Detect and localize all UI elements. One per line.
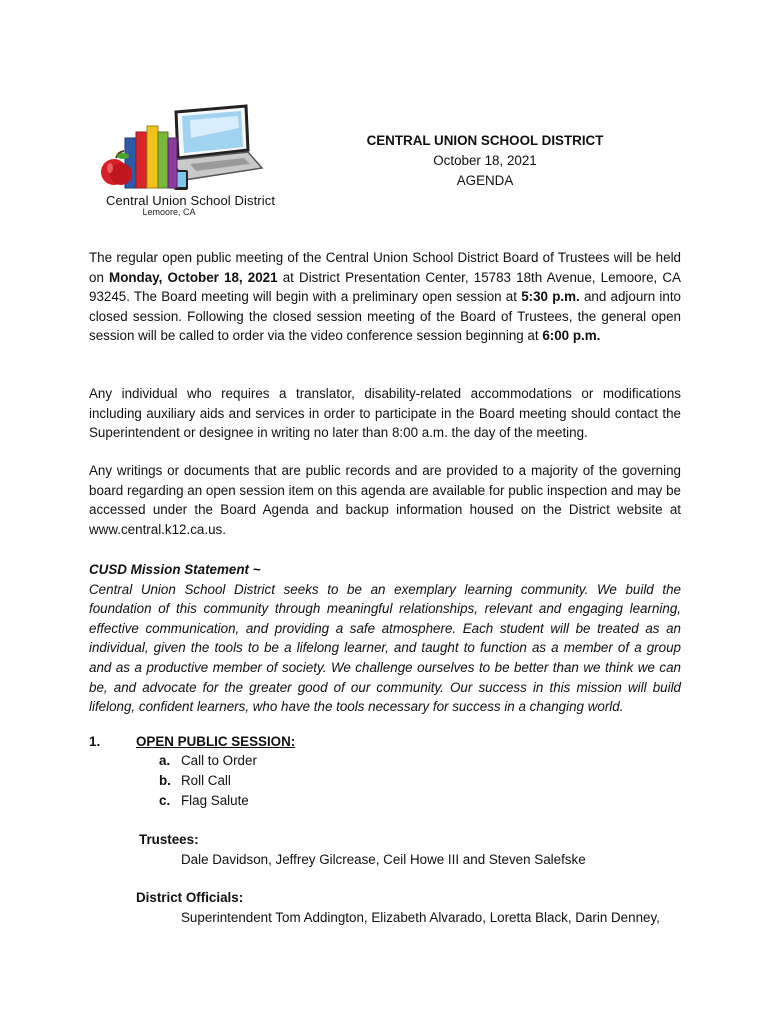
intro-text: and adjourn into closed session. Following the closed session meeting of the Board of Trustees, the general open session will be called to order via the video conference session beginning at: [89, 289, 681, 344]
subitem-text: Flag Salute: [181, 793, 249, 808]
meeting-date: October 18, 2021: [433, 153, 537, 168]
open-session-time: 6:00 p.m.: [542, 328, 601, 344]
trustees-label: Trustees:: [139, 832, 199, 847]
mission-body: Central Union School District seeks to be an exemplary learning community. We build the foundation of this community through meaningful relationships, relevant and engaging learning, effective communication, and providing a safe atmosphere. Each student will be treated as an individual, given the tools to be a lifelong learner, and taught to function as a member of a group and as a productive member of society. We challenge ourselves to be better than we think we can be, and advocate for the greater good of our community. Our success in this mission will build lifelong, confident learners, who have the tools necessary for success in a changing world.: [89, 581, 681, 715]
agenda-subitem: [159, 793, 249, 808]
logo-city: Lemoore, CA: [142, 207, 196, 217]
district-officials-list: Superintendent Tom Addington, Elizabeth Alvarado, Loretta Black, Darin Denney,: [181, 910, 660, 925]
intro-text: The regular open public meeting of the Central Union School District Board of Trustees will be held on: [89, 250, 681, 285]
mission-heading: CUSD Mission Statement ~: [89, 562, 261, 577]
mission-statement: [89, 560, 681, 717]
subitem-letter: a.: [159, 753, 171, 768]
preliminary-session-time: 5:30 p.m.: [521, 289, 580, 305]
subitem-letter: c.: [159, 793, 171, 808]
intro-text: at District Presentation Center, 15783 18th Avenue, Lemoore, CA 93245. The Board meeting will begin with a preliminary open session at: [89, 269, 681, 305]
trustees-list: Dale Davidson, Jeffrey Gilcrease, Ceil Howe III and Steven Salefske: [181, 852, 586, 867]
logo-district-name: Central Union School District: [105, 193, 276, 208]
accommodations-paragraph: Any individual who requires a translator, disability-related accommodations or modifications including auxiliary aids and services in order to participate in the Board meeting should contact the Superintendent or designee in writing no later than 8:00 a.m. the day of the meeting.: [89, 386, 681, 441]
agenda-title: AGENDA: [456, 173, 514, 188]
agenda-subitem: [159, 773, 231, 788]
agenda-subitem: [159, 753, 257, 768]
subitem-letter: b.: [159, 773, 171, 788]
district-officials-label: District Officials:: [136, 890, 244, 905]
section-title: OPEN PUBLIC SESSION:: [136, 734, 296, 749]
meeting-intro-paragraph: [89, 248, 681, 346]
section-number: 1.: [89, 734, 101, 749]
meeting-date-bold: Monday, October 18, 2021: [109, 269, 278, 285]
subitem-text: Roll Call: [181, 773, 231, 788]
district-title: CENTRAL UNION SCHOOL DISTRICT: [366, 133, 604, 148]
public-records-paragraph: Any writings or documents that are public records and are provided to a majority of the governing board regarding an open session item on this agenda are available for public inspection and may be accessed under the Board Agenda and backup information housed on the District website at www.central.k12.ca.us.: [89, 463, 681, 537]
subitem-text: Call to Order: [181, 753, 257, 768]
document-header: [330, 131, 640, 191]
